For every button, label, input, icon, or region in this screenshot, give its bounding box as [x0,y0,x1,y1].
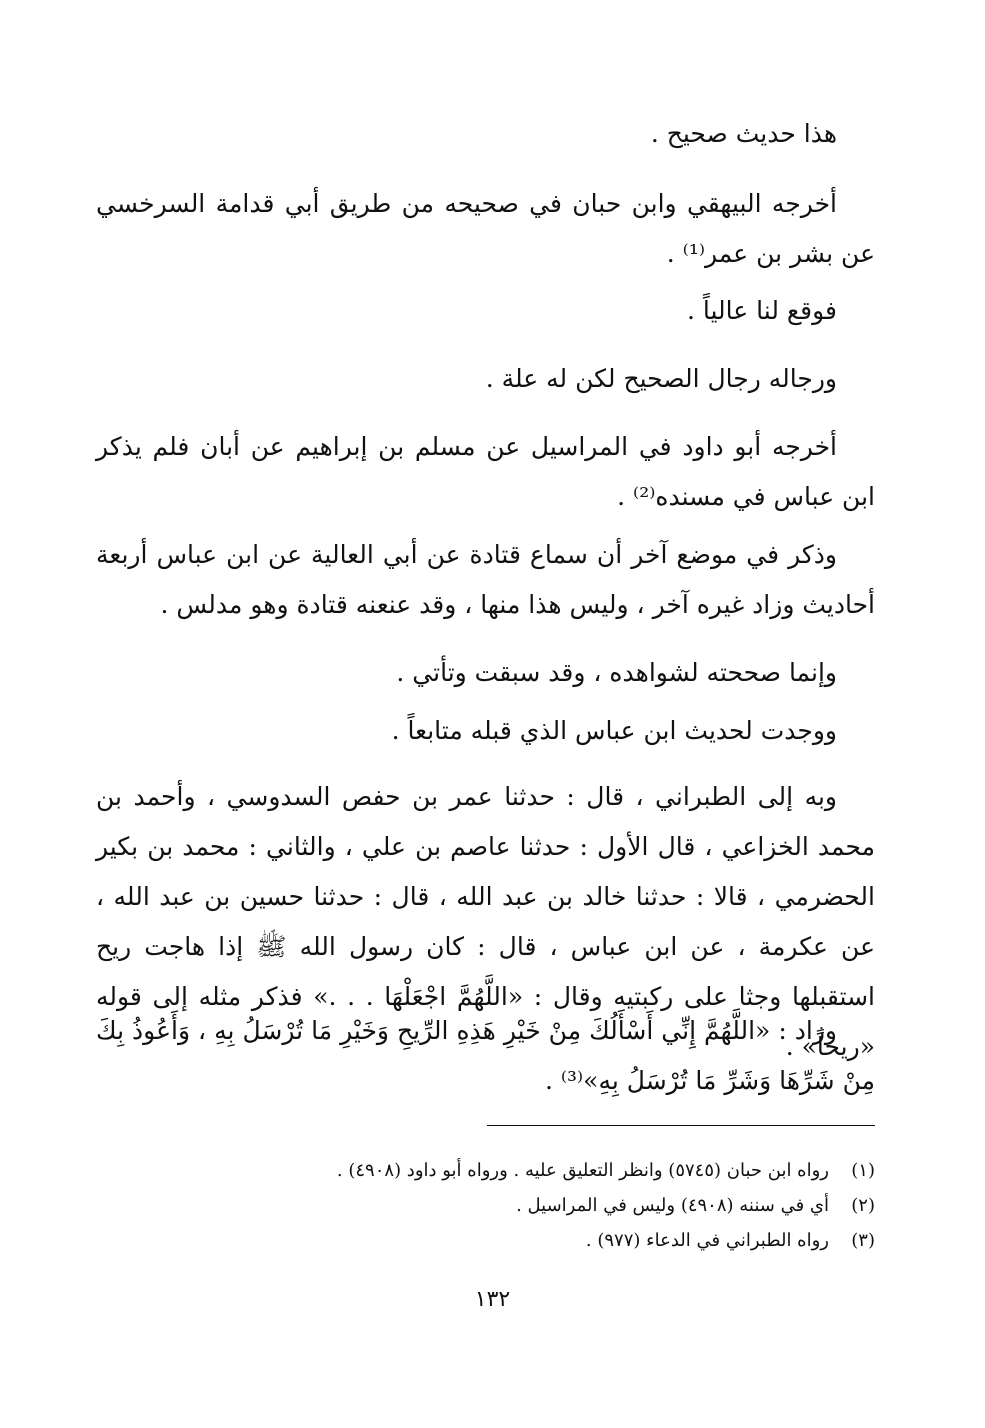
paragraph-5: أخرجه أبو داود في المراسيل عن مسلم بن إبراهيم عن أبان فلم يذكر ابن عباس في مسنده⁽²⁾ . [96,432,875,511]
paragraph-2: أخرجه البيهقي وابن حبان في صحيحه من طريق أبي قدامة السرخسي عن بشر بن عمر⁽¹⁾ . [96,189,875,268]
paragraph-10: وزاد : «اللَّهُمَّ إِنِّي أَسْأَلُكَ مِنْ خَيْرِ هَذِهِ الرِّيحِ وَخَيْرِ مَا تُرْسَلُ بِهِ ، وَأَعُوذُ بِكَ مِنْ شَرِّهَا وَشَرِّ مَا تُرْسَلُ بِهِ»⁽³⁾ . [96,1016,875,1095]
footnote-2 [96,1188,875,1223]
footnote-1 [96,1153,875,1188]
paragraph-1: هذا حديث صحيح . [650,119,837,148]
paragraph-8: ووجدت لحديث ابن عباس الذي قبله متابعاً . [391,716,837,745]
paragraph-7: وإنما صححته لشواهده ، وقد سبقت وتأتي . [396,658,837,687]
footnote-number: (٢) [851,1195,875,1216]
paragraph-4: ورجاله رجال الصحيح لكن له علة . [485,364,837,393]
footnote-text: رواه الطبراني في الدعاء (٩٧٧) . [585,1230,829,1251]
footnote-text: رواه ابن حبان (٥٧٤٥) وانظر التعليق عليه . ورواه أبو داود (٤٩٠٨) . [336,1160,829,1181]
footnote-number: (١) [851,1160,875,1181]
footnote-separator [487,1125,875,1126]
footnote-text: أي في سننه (٤٩٠٨) وليس في المراسيل . [516,1195,829,1216]
footnote-3 [96,1223,875,1258]
footnote-number: (٣) [851,1230,875,1251]
paragraph-9: وبه إلى الطبراني ، قال : حدثنا عمر بن حفص السدوسي ، وأحمد بن محمد الخزاعي ، قال الأول : حدثنا عاصم بن علي ، والثاني : محمد بن بكير الحضرمي ، قالا : حدثنا خالد بن عبد الله ، قال : حدثنا حسين بن عبد الله ، عن عكرمة ، عن ابن عباس ، قال : كان رسول الله ﷺ إذا هاجت ريح استقبلها وجثا على ركبتيه وقال : «اللَّهُمَّ اجْعَلْهَا . . .» فذكر مثله إلى قوله «ريحاً» . [96,782,875,1061]
paragraph-3: فوقع لنا عالياً . [687,296,837,325]
paragraph-6: وذكر في موضع آخر أن سماع قتادة عن أبي العالية عن ابن عباس أربعة أحاديث وزاد غيره آخر ، وليس هذا منها ، وقد عنعنه قتادة وهو مدلس . [96,540,875,619]
page-number: ١٣٢ [474,1287,511,1312]
